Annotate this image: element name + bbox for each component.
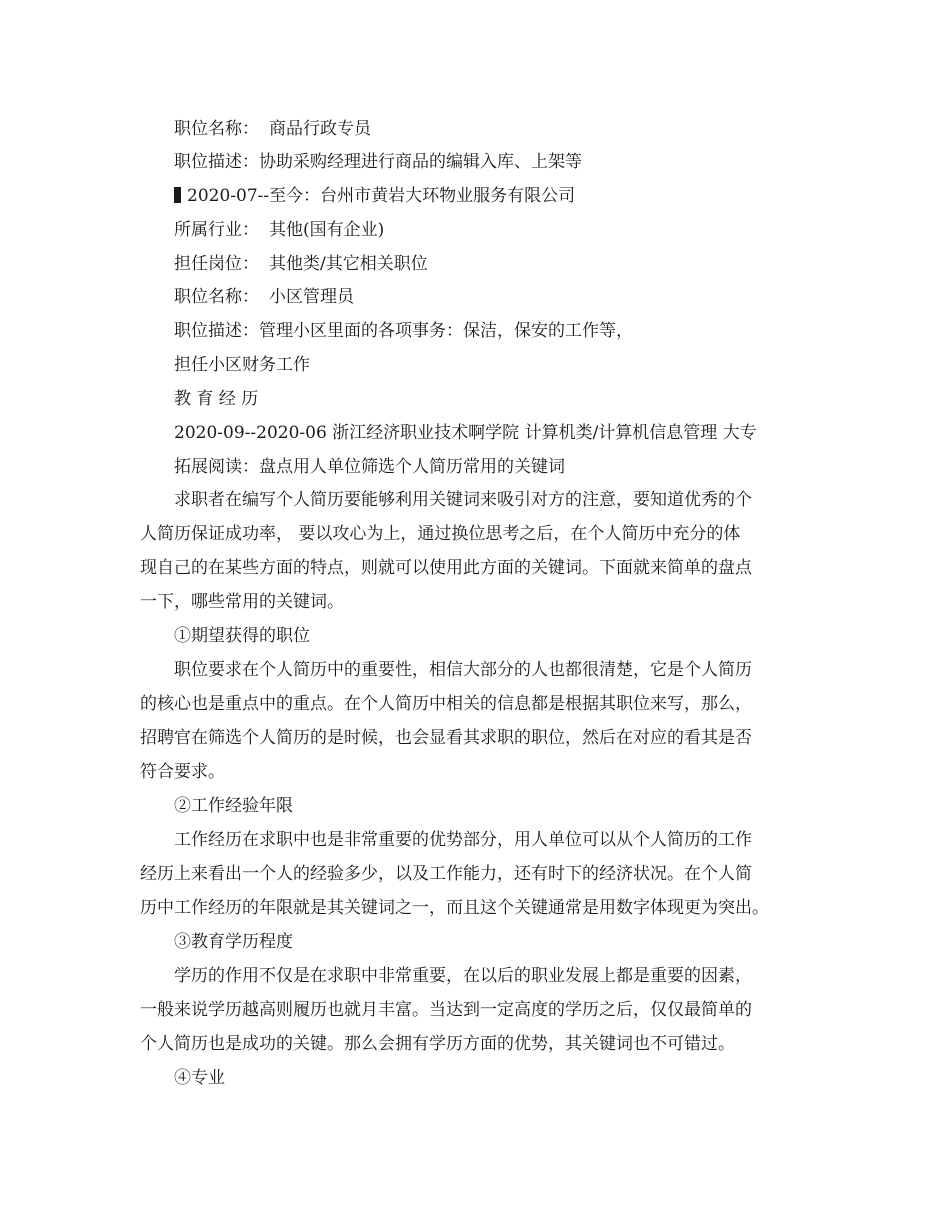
- paragraph-line: 一下，哪些常用的关键词。: [140, 592, 344, 612]
- education-entry: 2020-09--2020-06 浙江经济职业技术啊学院 计算机类/计算机信息管理 大专: [174, 423, 757, 443]
- paragraph-line: 求职者在编写个人简历要能够利用关键词来吸引对方的注意，要知道优秀的个: [174, 490, 752, 510]
- section-heading: ②工作经验年限: [174, 796, 293, 816]
- paragraph-line: 一般来说学历越高则履历也就月丰富。当达到一定高度的学历之后，仅仅最简单的: [140, 1000, 752, 1020]
- paragraph-line: 个人简历也是成功的关键。那么会拥有学历方面的优势，其关键词也不可错过。: [140, 1034, 735, 1054]
- paragraph-line: 职位要求在个人简历中的重要性，相信大部分的人也都很清楚，它是个人简历: [174, 660, 752, 680]
- industry-value: 其他(国有企业): [269, 220, 385, 240]
- job2-post-row: [174, 253, 428, 275]
- paragraph-line: 经历上来看出一个人的经验多少，以及工作能力，还有时下的经济状况。在个人简: [140, 864, 752, 884]
- job-title-label: 职位名称：: [174, 119, 259, 139]
- job2-description-line: 职位描述：管理小区里面的各项事务：保洁，保安的工作等，: [174, 321, 633, 341]
- education-heading: 教 育 经 历: [174, 389, 259, 409]
- job2-description-line: 担任小区财务工作: [174, 355, 310, 375]
- job-title-label: 职位名称：: [174, 287, 259, 307]
- paragraph-line: 人简历保证成功率， 要以攻心为上，通过换位思考之后，在个人简历中充分的体: [140, 524, 741, 544]
- paragraph-line: 符合要求。: [140, 762, 225, 782]
- section-heading: ①期望获得的职位: [174, 626, 310, 646]
- industry-label: 所属行业：: [174, 220, 259, 240]
- job1-description: 职位描述：协助采购经理进行商品的编辑入库、上架等: [174, 152, 582, 172]
- bullet-block-icon: [174, 187, 181, 203]
- job-title-value: 商品行政专员: [269, 119, 371, 139]
- job2-title-row: [174, 286, 354, 308]
- paragraph-line: 招聘官在筛选个人简历的是时候，也会显看其求职的职位，然后在对应的看其是否: [140, 728, 752, 748]
- job-title-value: 小区管理员: [269, 287, 354, 307]
- job2-period-company: 2020-07--至今：台州市黄岩大环物业服务有限公司: [187, 186, 576, 206]
- job2-industry-row: [174, 219, 384, 241]
- paragraph-line: 学历的作用不仅是在求职中非常重要，在以后的职业发展上都是重要的因素，: [174, 966, 752, 986]
- job1-title-row: [174, 118, 371, 140]
- paragraph-line: 现自己的在某些方面的特点，则就可以使用此方面的关键词。下面就来简单的盘点: [140, 558, 752, 578]
- paragraph-line: 的核心也是重点中的重点。在个人简历中相关的信息都是根据其职位来写，那么，: [140, 694, 752, 714]
- job2-header: [174, 185, 575, 207]
- section-heading: ③教育学历程度: [174, 932, 293, 952]
- paragraph-line: 工作经历在求职中也是非常重要的优势部分，用人单位可以从个人简历的工作: [174, 830, 752, 850]
- post-label: 担任岗位：: [174, 254, 259, 274]
- article-title: 拓展阅读：盘点用人单位筛选个人简历常用的关键词: [174, 457, 565, 477]
- paragraph-line: 历中工作经历的年限就是其关键词之一，而且这个关键通常是用数字体现更为突出。: [140, 898, 769, 918]
- section-heading: ④专业: [174, 1068, 225, 1088]
- post-value: 其他类/其它相关职位: [269, 254, 428, 274]
